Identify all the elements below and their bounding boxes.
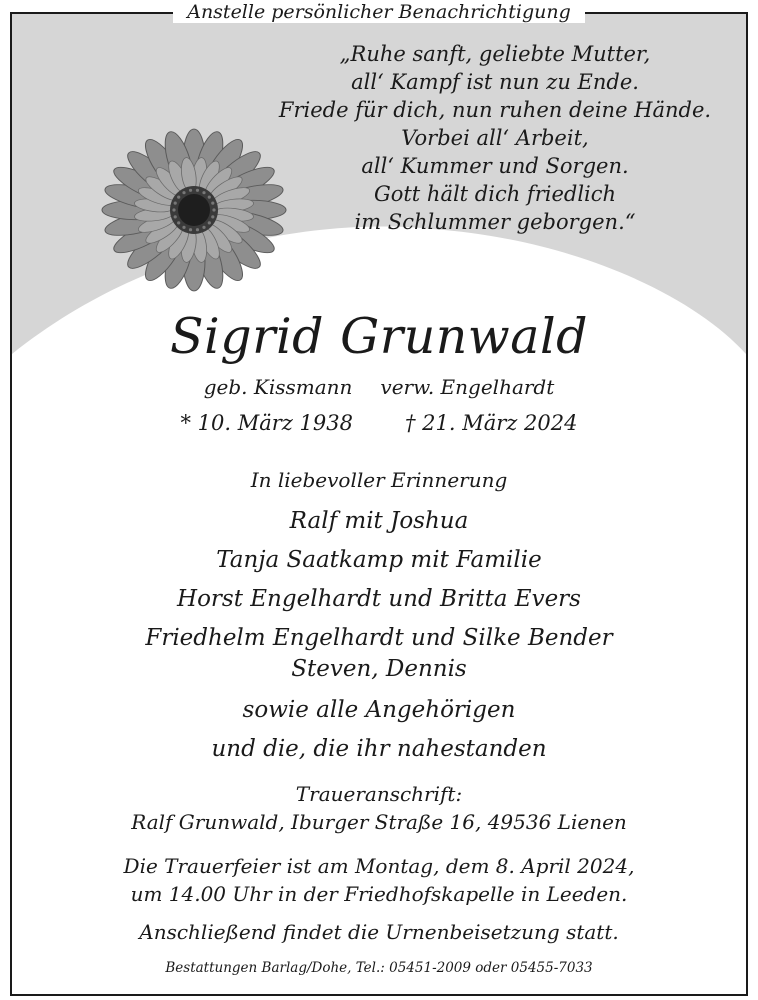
header-title: Anstelle persönlicher Benachrichtigung xyxy=(173,1,585,23)
mourner-name: Tanja Saatkamp mit Familie xyxy=(216,547,542,573)
ceremony-line: um 14.00 Uhr in der Friedhofskapelle in Leeden. xyxy=(130,882,628,906)
maiden-names xyxy=(0,374,758,400)
funeral-home-footer: Bestattungen Barlag/Dohe, Tel.: 05451-2009 oder 05455-7033 xyxy=(165,960,593,976)
mourner-name: Steven, Dennis xyxy=(291,656,467,682)
mourner-name: sowie alle Angehörigen xyxy=(242,697,516,723)
birth-date: * 10. März 1938 xyxy=(180,411,353,435)
life-dates xyxy=(0,410,758,436)
poem-line: im Schlummer geborgen.“ xyxy=(354,210,636,234)
mourner-name: Ralf mit Joshua xyxy=(289,508,469,534)
mourner-name: Horst Engelhardt und Britta Evers xyxy=(177,586,581,612)
deceased-name: Sigrid Grunwald xyxy=(169,308,589,365)
birth-name: geb. Kissmann xyxy=(203,375,353,399)
poem-line: Vorbei all‘ Arbeit, xyxy=(401,126,589,150)
poem xyxy=(250,40,740,236)
poem-line: Friede für dich, nun ruhen deine Hände. xyxy=(278,98,712,122)
ceremony-line: Anschließend findet die Urnenbeisetzung statt. xyxy=(139,920,619,944)
poem-line: all‘ Kampf ist nun zu Ende. xyxy=(351,70,639,94)
mourners-intro: In liebevoller Erinnerung xyxy=(250,468,508,492)
death-date: † 21. März 2024 xyxy=(405,411,578,435)
poem-line: all‘ Kummer und Sorgen. xyxy=(361,154,629,178)
poem-line: Gott hält dich friedlich xyxy=(373,182,617,206)
flower-icon xyxy=(94,118,294,303)
mourner-name: und die, die ihr nahestanden xyxy=(211,736,547,762)
address-label: Traueranschrift: xyxy=(295,782,463,806)
poem-line: „Ruhe sanft, geliebte Mutter, xyxy=(339,42,651,66)
address-value: Ralf Grunwald, Iburger Straße 16, 49536 Lienen xyxy=(131,810,627,834)
ceremony-line: Die Trauerfeier ist am Montag, dem 8. April 2024, xyxy=(123,854,635,878)
header-title-wrap xyxy=(0,0,758,24)
widowed-name: verw. Engelhardt xyxy=(380,375,555,399)
mourner-name: Friedhelm Engelhardt und Silke Bender xyxy=(145,625,613,651)
